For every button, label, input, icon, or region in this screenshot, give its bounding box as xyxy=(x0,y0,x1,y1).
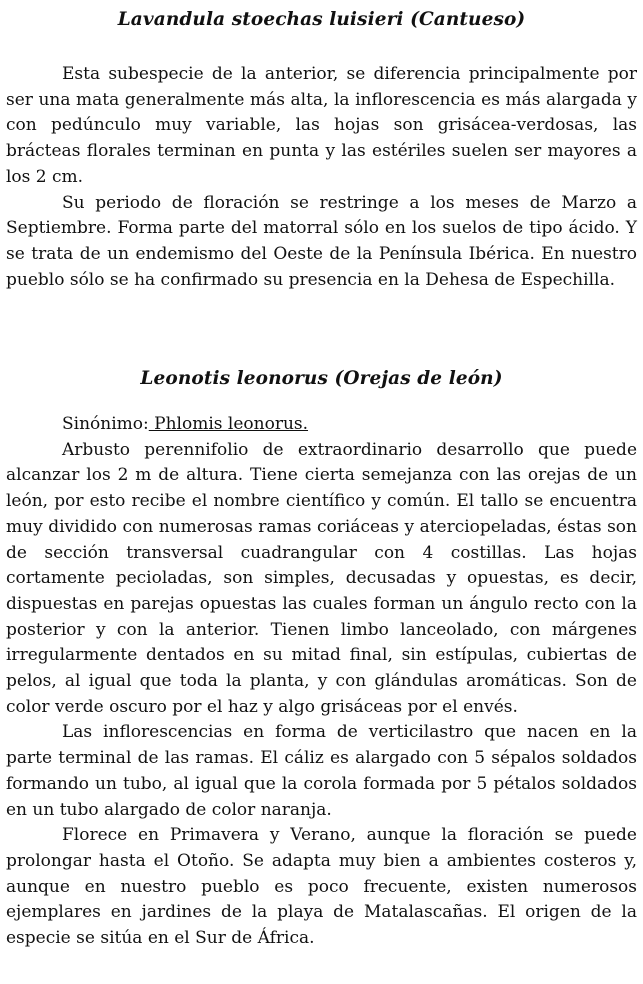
paragraph: Las inflorescencias en forma de verticilastro que nacen en la parte terminal de las ramas. El cáliz es alargado con 5 sépalos soldados formando un tubo, al igual que la corola formada por 5 pétalos soldados en un tubo alargado de color naranja. xyxy=(6,722,637,820)
synonym-line xyxy=(6,412,637,438)
synonym-label: Sinónimo: xyxy=(62,414,149,434)
paragraph: Florece en Primavera y Verano, aunque la floración se puede prolongar hasta el Otoño. Se adapta muy bien a ambientes costeros y, aunque en nuestro pueblo es poco frecuente, existen numerosos ejemplares en jardines de la playa de Matalascañas. El origen de la especie se sitúa en el Sur de África. xyxy=(6,825,637,949)
paragraph: Su periodo de floración se restringe a los meses de Marzo a Septiembre. Forma parte del matorral sólo en los suelos de tipo ácido. Y se trata de un endemismo del Oeste de la Península Ibérica. En nuestro pueblo sólo se ha confirmado su presencia en la Dehesa de Espechilla. xyxy=(6,192,637,290)
synonym-value: Phlomis leonorus. xyxy=(148,414,309,434)
section-title-lavandula: Lavandula stoechas luisieri (Cantueso) xyxy=(117,9,526,30)
section-title-leonotis: Leonotis leonorus (Orejas de león) xyxy=(140,368,503,389)
paragraph: Arbusto perennifolio de extraordinario desarrollo que puede alcanzar los 2 m de altura. Tiene cierta semejanza con las orejas de un león, por esto recibe el nombre científico y común. El tallo se encuentra muy dividido con numerosas ramas coriáceas y aterciopeladas, éstas son de sección transversal cuadrangular con 4 costillas. Las hojas cortamente pecioladas, son simples, decusadas y opuestas, es decir, dispuestas en parejas opuestas las cuales forman un ángulo recto con la posterior y con la anterior. Tienen limbo lanceolado, con márgenes irregularmente dentados en su mitad final, sin estípulas, cubiertas de pelos, al igual que toda la planta, y con glándulas aromáticas. Son de color verde oscuro por el haz y algo grisáceas por el envés. xyxy=(6,439,637,717)
section-body-lavandula xyxy=(6,62,637,293)
paragraph: Esta subespecie de la anterior, se diferencia principalmente por ser una mata generalmente más alta, la inflorescencia es más alargada y con pedúnculo muy variable, las hojas son grisácea-verdosas, las brácteas florales terminan en punta y las estériles suelen ser mayores a los 2 cm. xyxy=(6,64,637,187)
section-body-leonotis xyxy=(6,412,637,952)
